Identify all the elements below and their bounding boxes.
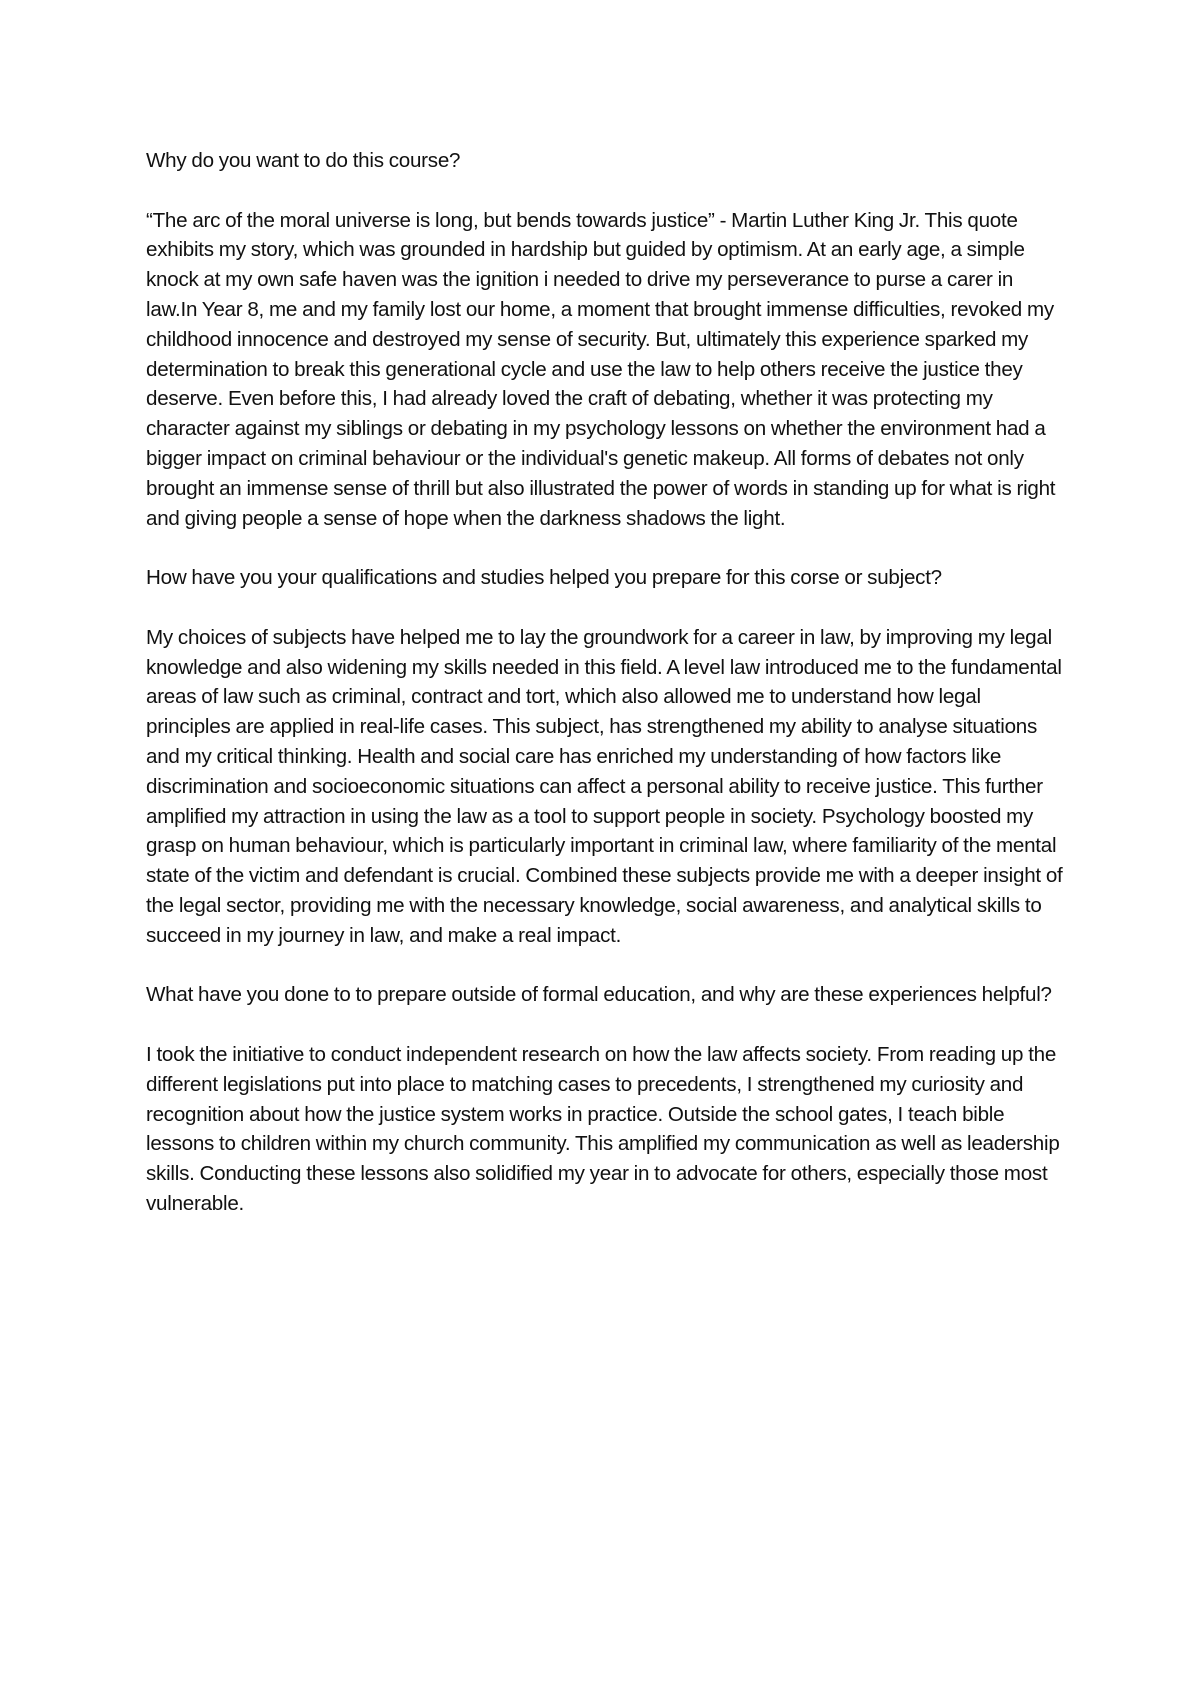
- question-heading: Why do you want to do this course?: [146, 149, 461, 172]
- section-outside-education: [146, 980, 1066, 1218]
- section-why-course: [146, 146, 1066, 533]
- document-body: [146, 146, 1066, 1219]
- answer-paragraph: My choices of subjects have helped me to lay the groundwork for a career in law, by improving my legal knowledge and also widening my skills needed in this field. A level law introduced me to the fundamental areas of law such as criminal, contract and tort, which also allowed me to understand how legal principles are applied in real-life cases. This subject, has strengthened my ability to analyse situations and my critical thinking. Health and social care has enriched my understanding of how factors like discrimination and socioeconomic situations can affect a personal ability to receive justice. This further amplified my attraction in using the law as a tool to support people in society. Psychology boosted my grasp on human behaviour, which is particularly important in criminal law, where familiarity of the mental state of the victim and defendant is crucial. Combined these subjects provide me with a deeper insight of the legal sector, providing me with the necessary knowledge, social awareness, and analytical skills to succeed in my journey in law, and make a real impact.: [146, 625, 1063, 947]
- question-heading: How have you your qualifications and studies helped you prepare for this corse or subject?: [146, 566, 942, 590]
- answer-paragraph: I took the initiative to conduct independent research on how the law affects society. From reading up the different legislations put into place to matching cases to precedents, I strengthened my curiosity and recognition about how the justice system works in practice. Outside the school gates, I teach bible lessons to children within my church community. This amplified my communication as well as leadership skills. Conducting these lessons also solidified my year in to advocate for others, especially those most vulnerable.: [146, 1042, 1060, 1215]
- section-qualifications: [146, 563, 1066, 950]
- question-heading: What have you done to to prepare outside of formal education, and why are these experiences helpful?: [146, 983, 1052, 1007]
- answer-paragraph: “The arc of the moral universe is long, but bends towards justice” - Martin Luther King Jr. This quote exhibits my story, which was grounded in hardship but guided by optimism. At an early age, a simple knock at my own safe haven was the ignition i needed to drive my perseverance to purse a carer in law.In Year 8, me and my family lost our home, a moment that brought immense difficulties, revoked my childhood innocence and destroyed my sense of security. But, ultimately this experience sparked my determination to break this generational cycle and use the law to help others receive the justice they deserve. Even before this, I had already loved the craft of debating, whether it was protecting my character against my siblings or debating in my psychology lessons on whether the environment had a bigger impact on criminal behaviour or the individual's genetic makeup. All forms of debates not only brought an immense sense of thrill but also illustrated the power of words in standing up for what is right and giving people a sense of hope when the darkness shadows the light.: [146, 208, 1056, 530]
